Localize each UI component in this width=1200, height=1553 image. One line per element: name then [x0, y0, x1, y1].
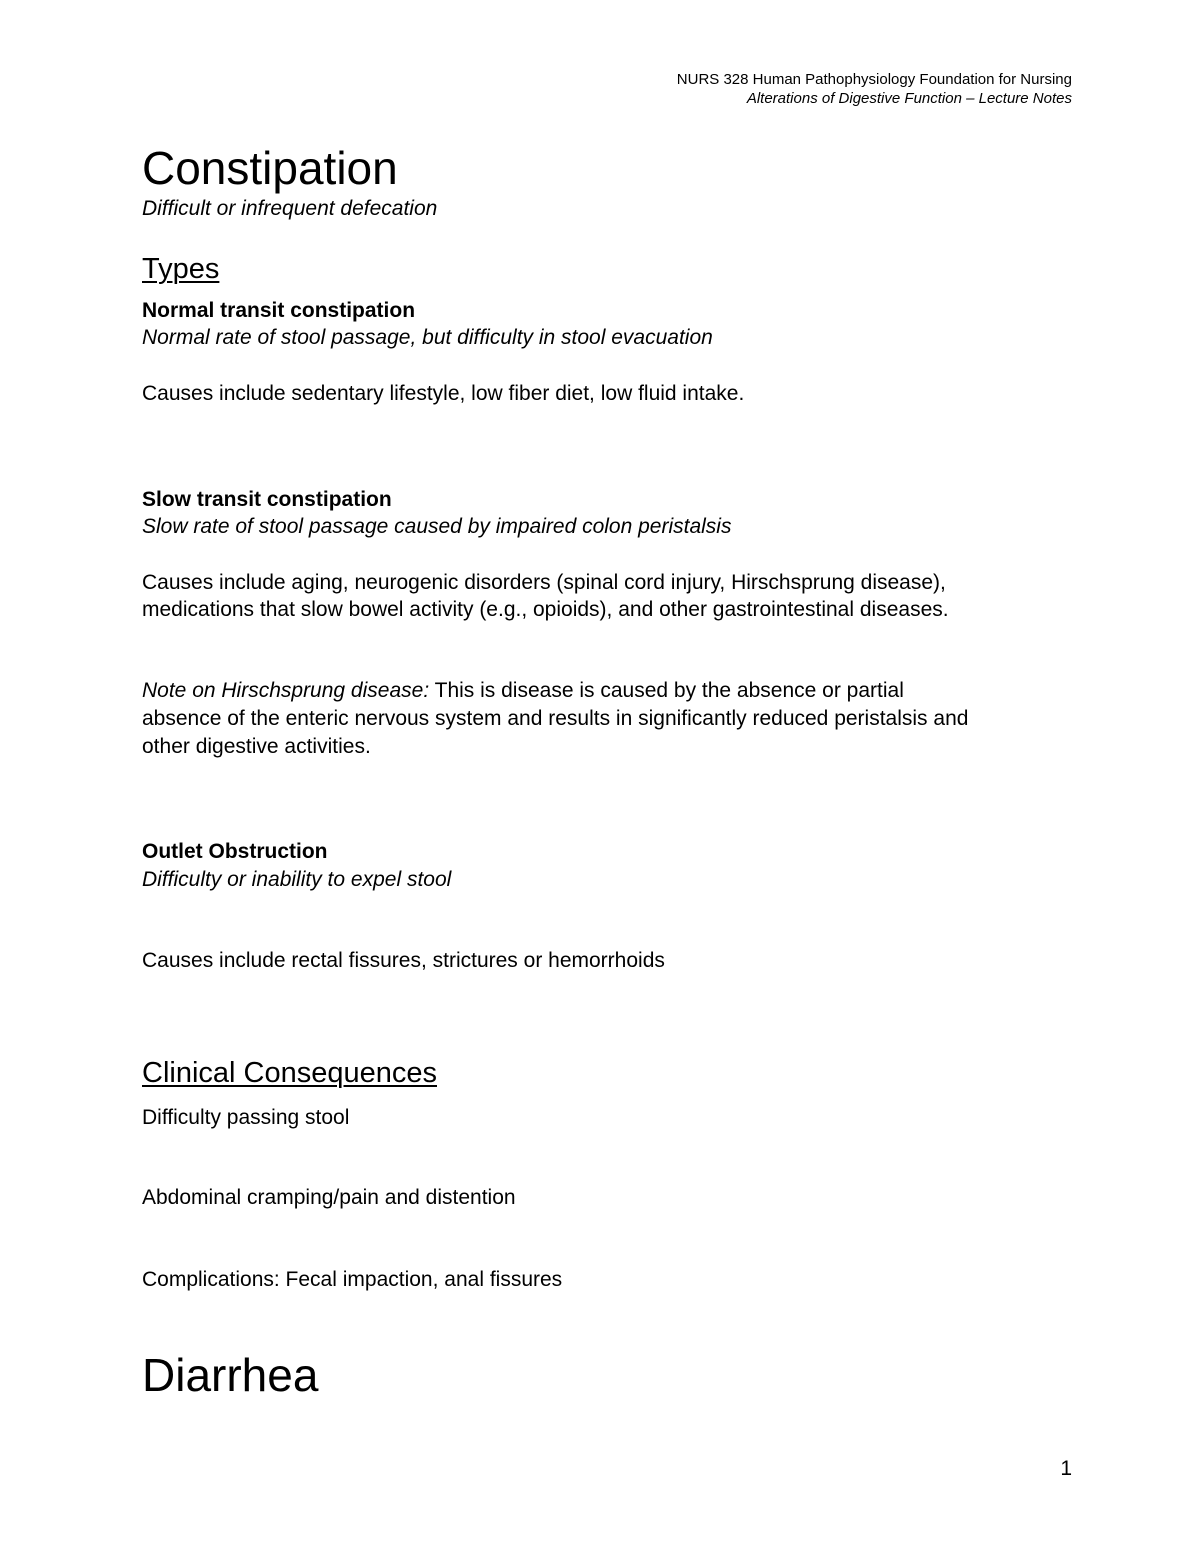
outlet-obstruction-causes: Causes include rectal fissures, strictures or hemorrhoids	[142, 949, 665, 972]
clinical-item: Complications: Fecal impaction, anal fissures	[142, 1268, 563, 1291]
normal-transit-title: Normal transit constipation	[142, 299, 416, 322]
running-header	[677, 70, 1072, 108]
document-subtitle: Alterations of Digestive Function – Lecture Notes	[746, 90, 1072, 107]
slow-transit-causes-line-1: Causes include aging, neurogenic disorders (spinal cord injury, Hirschsprung disease),	[142, 571, 946, 594]
section-title-diarrhea: Diarrhea	[142, 1349, 319, 1401]
normal-transit-causes: Causes include sedentary lifestyle, low fiber diet, low fluid intake.	[142, 382, 745, 405]
hirschsprung-note-label: Note on Hirschsprung disease:	[142, 679, 430, 702]
outlet-obstruction-title: Outlet Obstruction	[142, 840, 328, 863]
clinical-consequences-heading: Clinical Consequences	[142, 1057, 437, 1089]
course-title: NURS 328 Human Pathophysiology Foundation for Nursing	[676, 71, 1072, 88]
section-title-constipation: Constipation	[142, 142, 398, 194]
outlet-obstruction-description: Difficulty or inability to expel stool	[142, 868, 452, 891]
slow-transit-causes-line-2: medications that slow bowel activity (e.g., opioids), and other gastrointestinal diseases.	[142, 598, 949, 621]
constipation-definition: Difficult or infrequent defecation	[142, 197, 438, 220]
hirschsprung-note-line-2: absence of the enteric nervous system and results in significantly reduced peristalsis and	[142, 707, 969, 730]
hirschsprung-note-line-1	[142, 677, 904, 704]
hirschsprung-note-text: This is disease is caused by the absence or partial	[429, 679, 904, 702]
slow-transit-title: Slow transit constipation	[142, 488, 392, 511]
slow-transit-description: Slow rate of stool passage caused by impaired colon peristalsis	[142, 515, 732, 538]
clinical-item: Abdominal cramping/pain and distention	[142, 1186, 516, 1209]
types-heading: Types	[142, 253, 220, 285]
page-number: 1	[1060, 1457, 1072, 1480]
clinical-item: Difficulty passing stool	[142, 1106, 350, 1129]
normal-transit-description: Normal rate of stool passage, but difficulty in stool evacuation	[142, 326, 713, 349]
hirschsprung-note-line-3: other digestive activities.	[142, 735, 371, 758]
